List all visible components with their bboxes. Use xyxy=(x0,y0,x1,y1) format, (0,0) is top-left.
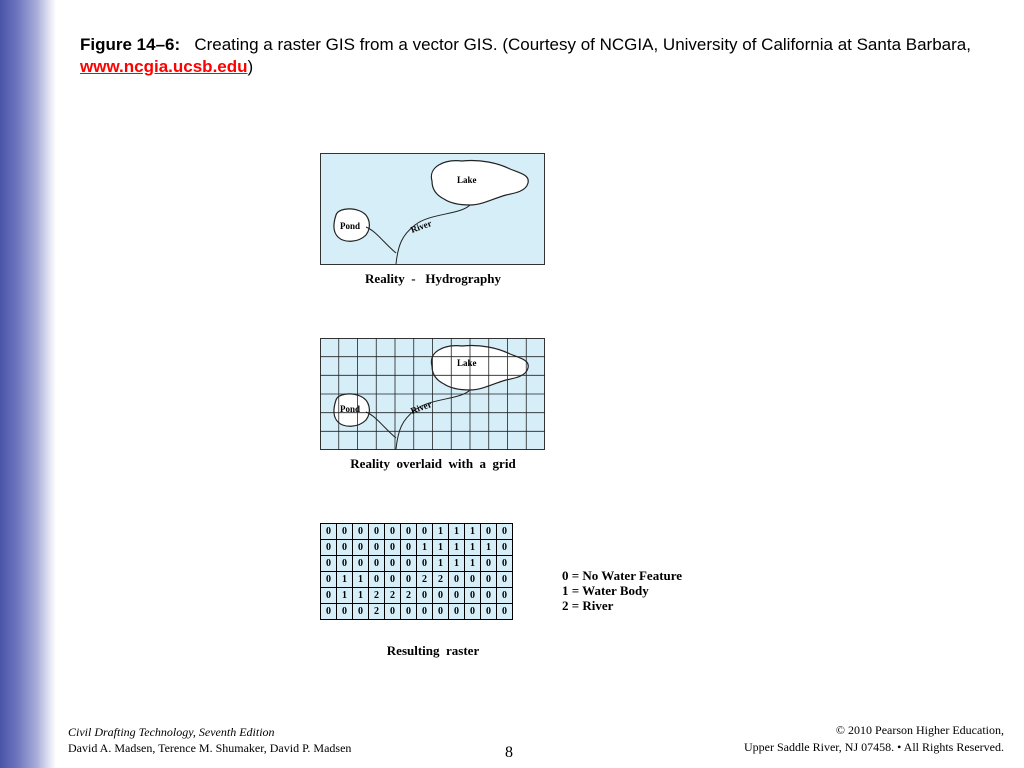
raster-cell: 0 xyxy=(321,604,337,620)
raster-cell: 0 xyxy=(417,604,433,620)
raster-cell: 0 xyxy=(417,588,433,604)
raster-cell: 0 xyxy=(321,588,337,604)
raster-cell: 0 xyxy=(353,524,369,540)
grid-panel xyxy=(320,338,546,471)
caption-text: Creating a raster GIS from a vector GIS. (Courtesy of NCGIA, University of California at Santa Barbara, xyxy=(194,35,971,54)
raster-cell: 1 xyxy=(353,572,369,588)
lake-label: Lake xyxy=(457,358,477,368)
raster-cell: 0 xyxy=(401,524,417,540)
raster-cell: 1 xyxy=(433,556,449,572)
raster-cell: 0 xyxy=(385,556,401,572)
raster-caption: Resulting raster xyxy=(386,643,480,658)
raster-cell: 0 xyxy=(353,540,369,556)
raster-cell: 1 xyxy=(433,540,449,556)
raster-cell: 0 xyxy=(321,556,337,572)
raster-cell: 0 xyxy=(369,524,385,540)
raster-cell: 0 xyxy=(465,588,481,604)
raster-cell: 0 xyxy=(497,588,513,604)
raster-cell: 1 xyxy=(449,540,465,556)
raster-cell: 0 xyxy=(337,524,353,540)
raster-row xyxy=(321,524,513,540)
reality-caption: Reality - Hydrography xyxy=(365,271,501,286)
raster-cell: 0 xyxy=(481,588,497,604)
raster-row xyxy=(321,588,513,604)
raster-cell: 1 xyxy=(337,588,353,604)
raster-cell: 0 xyxy=(385,524,401,540)
figure-label: Figure 14–6: xyxy=(80,35,181,54)
book-title: Civil Drafting Technology, Seventh Edition xyxy=(68,725,275,739)
raster-cell: 0 xyxy=(337,604,353,620)
grid-caption: Reality overlaid with a grid xyxy=(350,456,516,471)
raster-cell: 0 xyxy=(401,556,417,572)
raster-cell: 1 xyxy=(337,572,353,588)
raster-legend xyxy=(562,568,682,613)
footer-copyright xyxy=(744,722,1004,756)
raster-cell: 0 xyxy=(337,540,353,556)
raster-cell: 0 xyxy=(385,540,401,556)
raster-cell: 0 xyxy=(465,572,481,588)
raster-cell: 0 xyxy=(353,604,369,620)
raster-cell: 2 xyxy=(385,588,401,604)
raster-cell: 1 xyxy=(417,540,433,556)
raster-cell: 2 xyxy=(401,588,417,604)
raster-cell: 0 xyxy=(369,556,385,572)
raster-grid xyxy=(320,523,513,620)
raster-cell: 2 xyxy=(369,588,385,604)
raster-cell: 0 xyxy=(481,524,497,540)
slide-sidebar-gradient xyxy=(0,0,56,768)
copyright-line-2: Upper Saddle River, NJ 07458. • All Rights Reserved. xyxy=(743,740,1004,754)
raster-cell: 0 xyxy=(401,540,417,556)
raster-cell: 0 xyxy=(353,556,369,572)
raster-row xyxy=(321,604,513,620)
raster-cell: 2 xyxy=(417,572,433,588)
raster-row xyxy=(321,572,513,588)
pond-label: Pond xyxy=(340,221,361,231)
grid-overlay-map xyxy=(320,338,546,451)
raster-cell: 0 xyxy=(321,572,337,588)
raster-cell: 1 xyxy=(481,540,497,556)
raster-cell: 0 xyxy=(321,524,337,540)
raster-cell: 0 xyxy=(449,588,465,604)
raster-cell: 1 xyxy=(465,556,481,572)
raster-cell: 0 xyxy=(433,588,449,604)
raster-cell: 2 xyxy=(433,572,449,588)
raster-panel xyxy=(320,523,513,658)
raster-cell: 0 xyxy=(401,604,417,620)
raster-cell: 1 xyxy=(465,540,481,556)
pond-label: Pond xyxy=(340,404,361,414)
raster-cell: 1 xyxy=(465,524,481,540)
raster-cell: 0 xyxy=(481,604,497,620)
raster-cell: 0 xyxy=(497,540,513,556)
raster-cell: 1 xyxy=(433,524,449,540)
footer-book-info xyxy=(68,724,351,756)
legend-item: 2 = River xyxy=(562,598,614,613)
river-label: River xyxy=(409,218,433,235)
reality-panel xyxy=(320,153,546,286)
raster-cell: 0 xyxy=(497,604,513,620)
raster-cell: 0 xyxy=(417,556,433,572)
raster-cell: 0 xyxy=(465,604,481,620)
raster-cell: 0 xyxy=(337,556,353,572)
raster-cell: 0 xyxy=(417,524,433,540)
figure-caption xyxy=(80,34,1000,78)
legend-item: 0 = No Water Feature xyxy=(562,568,683,583)
raster-cell: 0 xyxy=(449,572,465,588)
raster-cell: 0 xyxy=(385,572,401,588)
raster-cell: 0 xyxy=(497,524,513,540)
raster-cell: 0 xyxy=(497,556,513,572)
raster-row xyxy=(321,556,513,572)
river-label: River xyxy=(409,399,433,416)
raster-cell: 0 xyxy=(497,572,513,588)
raster-cell: 1 xyxy=(449,556,465,572)
raster-row xyxy=(321,540,513,556)
copyright-line-1: © 2010 Pearson Higher Education, xyxy=(835,723,1004,737)
page-number: 8 xyxy=(505,744,513,761)
raster-cell: 0 xyxy=(449,604,465,620)
legend-item: 1 = Water Body xyxy=(562,583,649,598)
ncgia-link[interactable]: www.ncgia.ucsb.edu xyxy=(80,57,248,76)
book-authors: David A. Madsen, Terence M. Shumaker, David P. Madsen xyxy=(68,741,352,755)
raster-cell: 0 xyxy=(385,604,401,620)
raster-cell: 0 xyxy=(321,540,337,556)
hydrography-map xyxy=(320,153,546,266)
raster-cell: 0 xyxy=(433,604,449,620)
raster-cell: 1 xyxy=(353,588,369,604)
raster-cell: 1 xyxy=(449,524,465,540)
raster-cell: 0 xyxy=(401,572,417,588)
raster-cell: 0 xyxy=(369,572,385,588)
raster-cell: 2 xyxy=(369,604,385,620)
raster-cell: 0 xyxy=(481,556,497,572)
raster-cell: 0 xyxy=(369,540,385,556)
raster-cell: 0 xyxy=(481,572,497,588)
caption-end: ) xyxy=(247,57,254,76)
lake-label: Lake xyxy=(457,175,477,185)
